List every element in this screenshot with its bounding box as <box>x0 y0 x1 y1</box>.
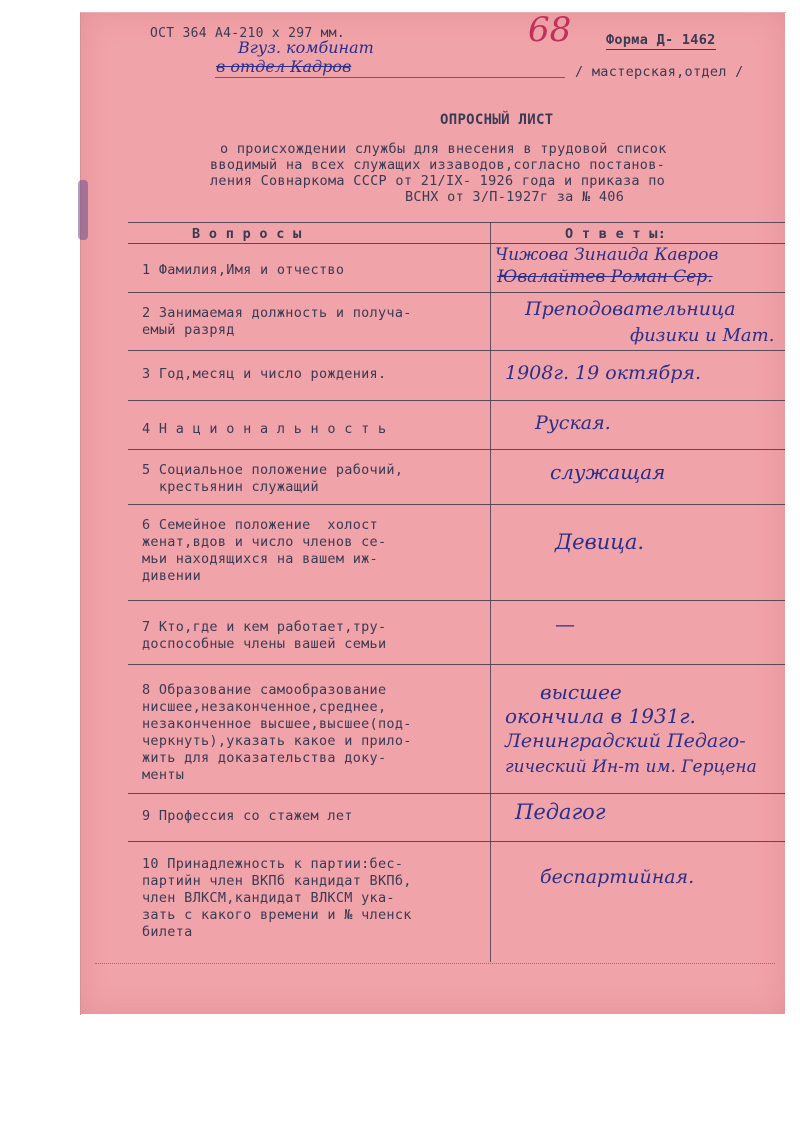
row-divider <box>128 504 785 505</box>
question-2: 2 Занимаемая должность и получа- емый разряд <box>142 305 412 338</box>
document-title: ОПРОСНЫЙ ЛИСТ <box>440 112 554 128</box>
row-divider <box>128 400 785 401</box>
question-3: 3 Год,месяц и число рождения. <box>142 366 387 382</box>
question-7: 7 Кто,где и кем работает,тру- доспособные члены вашей семьи <box>142 619 387 652</box>
row-divider <box>128 600 785 601</box>
header-underline <box>215 77 565 78</box>
column-header-questions: В о п р о с ы <box>192 226 302 242</box>
table-column-divider <box>490 222 491 962</box>
intro-line-4: ВСНХ от 3/П-1927г за № 406 <box>405 189 625 205</box>
paper-format-label: ОСТ 364 А4-210 х 297 мм. <box>150 26 346 41</box>
answer-2-line-1: Преподовательница <box>525 298 736 320</box>
answer-10: беспартийная. <box>540 866 695 888</box>
column-header-answers: О т в е т ы: <box>565 226 667 242</box>
row-divider <box>128 664 785 665</box>
answer-1-line-1: Чижова Зинаида Кавров <box>495 245 719 265</box>
punch-mark <box>78 180 88 240</box>
answer-4: Руская. <box>535 412 611 434</box>
answer-8-line-4: гический Ин-т им. Герцена <box>505 757 757 777</box>
page-number-handwritten: 68 <box>528 10 572 50</box>
workshop-label: / мастерская,отдел / <box>575 64 744 80</box>
answer-8-line-3: Ленинградский Педаго- <box>505 730 746 752</box>
answer-6: Девица. <box>555 530 645 554</box>
question-5: 5 Социальное положение рабочий, крестьянин служащий <box>142 462 404 495</box>
answer-2-line-2: физики и Мат. <box>630 325 775 346</box>
intro-line-1: о происхождении службы для внесения в трудовой список <box>220 141 667 157</box>
table-top-border <box>128 222 785 223</box>
question-10: 10 Принадлежность к партии:бес- партийн член ВКПб кандидат ВКПб, член ВЛКСМ,кандидат ВЛКСМ ука- зать с какого времени и № членск билета <box>142 856 412 940</box>
handwritten-organization: Вгуз. комбинат <box>238 38 374 57</box>
question-4: 4 Н а ц и о н а л ь н о с т ь <box>142 421 387 437</box>
answer-9: Педагог <box>515 800 606 824</box>
answer-7: — <box>555 612 575 636</box>
answer-1-line-2: Ювалайтев Роман Сер. <box>497 267 713 287</box>
row-divider <box>128 292 785 293</box>
answer-8-line-2: окончила в 1931г. <box>505 704 696 728</box>
answer-3: 1908г. 19 октября. <box>505 362 702 384</box>
row-divider <box>128 793 785 794</box>
question-8: 8 Образование самообразование нисшее,незаконченное,среднее, незаконченное высшее,высшее(под- черкнуть),указать какое и прило- жить для доказательства доку- менты <box>142 682 412 783</box>
row-divider <box>128 350 785 351</box>
row-divider <box>128 449 785 450</box>
question-1: 1 Фамилия,Имя и отчество <box>142 262 345 278</box>
form-number: Форма Д- 1462 <box>606 32 716 48</box>
handwritten-department: в отдел Кадров <box>216 57 352 76</box>
answer-5: служащая <box>550 460 666 484</box>
intro-line-3: ления Совнаркома СССР от 21/IХ- 1926 года и приказа по <box>210 173 666 189</box>
table-bottom-border <box>95 963 775 964</box>
question-9: 9 Профессия со стажем лет <box>142 808 353 824</box>
question-6: 6 Семейное положение холост женат,вдов и число членов се- мьи находящихся на вашем иж- дивении <box>142 517 387 584</box>
intro-line-2: вводимый на всех служащих иззаводов,согласно постанов- <box>210 157 666 173</box>
row-divider <box>128 841 785 842</box>
answer-8-line-1: высшее <box>540 680 622 704</box>
